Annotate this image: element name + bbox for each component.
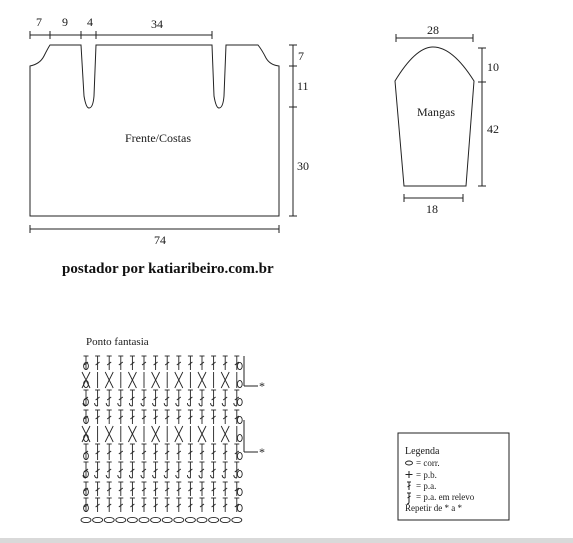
sleeve-label: Mangas [417,105,455,119]
chart-chain-stitch [93,517,103,522]
sleeve-dim-right-2: 42 [487,122,499,136]
body-right-dimension [289,45,297,216]
body-dim-right-3: 30 [297,159,309,173]
chart-edge-chain [237,452,242,459]
chart-edge-chain [237,380,242,387]
repeat-marker-1: * [259,379,265,393]
page-bottom-edge [0,538,573,543]
legend-box [398,433,509,520]
body-dim-top-4: 34 [151,17,163,31]
repeat-markers [244,356,265,459]
chart-chain-stitch [151,517,161,522]
legend-item-relief-stitch: = p.a. em relevo [416,492,475,502]
body-dim-top-2: 9 [62,15,68,29]
chart-chain-stitch [174,517,184,522]
chart-chain-stitch [185,517,195,522]
chart-chain-stitch [116,517,126,522]
chart-chain-stitch [81,517,91,522]
sleeve-diagram [395,23,499,216]
body-top-dimension [30,31,212,39]
repeat-marker-2: * [259,445,265,459]
chart-edge-chain [237,416,242,423]
chart-chain-stitch [127,517,137,522]
stitch-chart [81,356,242,523]
body-dim-top-1: 7 [36,15,42,29]
chart-edge-chain [237,504,242,511]
chart-chain-stitch [232,517,242,522]
legend-item-double-crochet: = p.a. [416,481,437,491]
body-dim-top-3: 4 [87,15,93,29]
body-dim-right-2: 11 [297,79,309,93]
sleeve-dim-right-1: 10 [487,60,499,74]
chart-edge-chain [237,488,242,495]
legend-item-single-crochet: = p.b. [416,470,437,480]
chart-chain-stitch [162,517,172,522]
chart-chain-stitch [220,517,230,522]
chart-edge-chain [237,470,242,477]
sleeve-dim-bottom: 18 [426,202,438,216]
body-bottom-dimension [30,225,279,233]
chart-edge-chain [237,398,242,405]
body-label: Frente/Costas [125,131,191,145]
chart-chain-stitch [139,517,149,522]
legend-item-chain: = corr. [416,458,440,468]
sleeve-dim-top: 28 [427,23,439,37]
chart-chain-stitch [209,517,219,522]
chart-edge-chain [237,362,242,369]
chart-chain-stitch [197,517,207,522]
stitch-chart-title: Ponto fantasia [86,336,149,348]
chart-edge-chain [237,434,242,441]
legend-repeat-text: Repetir de * a * [405,503,462,513]
sleeve-right-dimension [478,48,486,186]
body-diagram [30,15,309,247]
body-dim-right-1: 7 [298,49,304,63]
body-dim-bottom: 74 [154,233,166,247]
credit-text: postador por katiaribeiro.com.br [62,261,274,277]
legend-title: Legenda [405,446,440,457]
chart-chain-stitch [104,517,114,522]
sleeve-bottom-dimension [404,194,463,202]
